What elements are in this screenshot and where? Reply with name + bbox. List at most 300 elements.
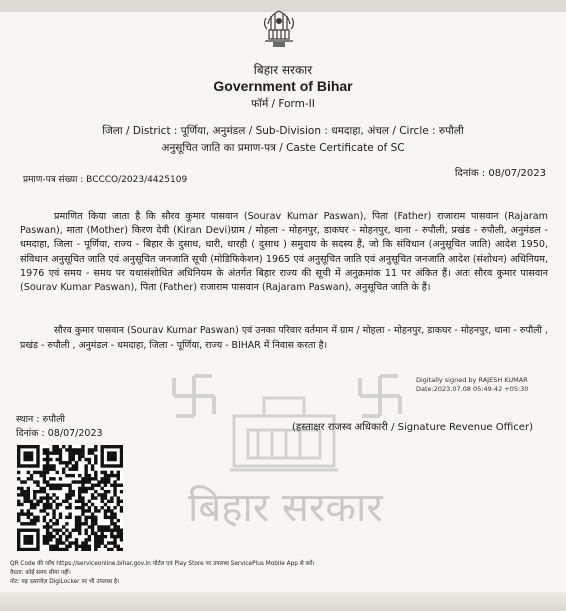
qr-module xyxy=(81,503,84,506)
qr-module xyxy=(94,519,97,522)
digital-signature-block xyxy=(416,376,528,393)
qr-module xyxy=(20,503,23,506)
qr-module xyxy=(81,455,84,458)
qr-module xyxy=(78,529,81,532)
qr-module xyxy=(23,535,26,538)
qr-module xyxy=(113,535,116,538)
qr-module xyxy=(101,461,104,464)
qr-module xyxy=(84,480,87,483)
qr-module xyxy=(88,525,91,528)
qr-module xyxy=(62,532,65,535)
qr-module xyxy=(107,506,110,509)
qr-module xyxy=(120,464,123,467)
qr-module xyxy=(36,545,39,548)
qr-module xyxy=(81,522,84,525)
qr-module xyxy=(46,541,49,544)
qr-module xyxy=(117,548,120,551)
qr-module xyxy=(113,484,116,487)
qr-module xyxy=(104,477,107,480)
qr-module xyxy=(43,471,46,474)
qr-module xyxy=(39,500,42,503)
qr-module xyxy=(101,451,104,454)
qr-module xyxy=(36,471,39,474)
qr-module xyxy=(94,448,97,451)
qr-module xyxy=(49,519,52,522)
qr-module xyxy=(36,455,39,458)
qr-module xyxy=(23,464,26,467)
qr-module xyxy=(56,506,59,509)
qr-module xyxy=(46,467,49,470)
qr-module xyxy=(27,458,30,461)
qr-module xyxy=(101,464,104,467)
qr-module xyxy=(20,548,23,551)
qr-module xyxy=(107,474,110,477)
qr-module xyxy=(49,532,52,535)
qr-module xyxy=(113,545,116,548)
qr-module xyxy=(43,509,46,512)
qr-module xyxy=(88,516,91,519)
qr-module xyxy=(110,464,113,467)
qr-module xyxy=(110,445,113,448)
qr-module xyxy=(39,471,42,474)
qr-module xyxy=(88,535,91,538)
qr-module xyxy=(68,493,71,496)
qr-module xyxy=(30,445,33,448)
qr-module xyxy=(94,516,97,519)
qr-module xyxy=(68,535,71,538)
qr-module xyxy=(88,538,91,541)
qr-module xyxy=(88,545,91,548)
qr-module xyxy=(17,538,20,541)
qr-module xyxy=(56,538,59,541)
qr-module xyxy=(17,535,20,538)
certificate-body-paragraph-2 xyxy=(20,324,548,353)
qr-module xyxy=(84,532,87,535)
qr-module xyxy=(104,445,107,448)
qr-module xyxy=(46,458,49,461)
qr-module xyxy=(91,522,94,525)
qr-module xyxy=(113,516,116,519)
qr-module xyxy=(20,493,23,496)
qr-module xyxy=(17,445,20,448)
qr-module xyxy=(84,541,87,544)
qr-module xyxy=(65,464,68,467)
qr-module xyxy=(101,480,104,483)
qr-module xyxy=(30,500,33,503)
qr-module xyxy=(97,535,100,538)
qr-module xyxy=(17,519,20,522)
qr-module xyxy=(46,448,49,451)
qr-module xyxy=(101,529,104,532)
qr-module xyxy=(20,445,23,448)
qr-module xyxy=(78,525,81,528)
qr-module xyxy=(65,484,68,487)
qr-module xyxy=(59,448,62,451)
certificate-body-paragraph-1 xyxy=(20,210,548,295)
qr-module xyxy=(33,506,36,509)
qr-module xyxy=(81,487,84,490)
qr-module xyxy=(110,484,113,487)
qr-module xyxy=(78,522,81,525)
qr-module xyxy=(27,538,30,541)
qr-module xyxy=(23,538,26,541)
qr-module xyxy=(78,487,81,490)
qr-module xyxy=(36,529,39,532)
qr-module xyxy=(65,545,68,548)
qr-module xyxy=(101,532,104,535)
paragraph-1-text: प्रमाणित किया जाता है कि सौरव कुमार पासवान (Sourav Kumar Paswan), पिता (Father) राजाराम पासवान (Rajaram Paswan), माता (Mother) किरण देवी (Kiran Devi)ग्राम / मोहला - मोहनपुर, डाकघर - मोहनपुर, थाना - रुपौली, प्रखंड - रुपौली, अनुमंडल - धमदाहा, जिला - पूर्णिया, राज्य - बिहार के दुसाध, धारी, धारही ( दुसाध ) समुदाय के सदस्य हैं, जो कि संविधान (अनुसूचित जाति) आदेश 1950, संविधान अनुसूचित जाति एवं अनुसूचित जनजाति सूची (मोडिफिकेशन) 1965 एवं अनुसूचित जाति एवं अनुसूचित जनजाति आदेश (संशोधन) अधिनियम, 1976 एवं समय - समय पर यथासंशोधित अधिनियम के अंतर्गत बिहार राज्य की सूची में अनुक्रमांक 11 पर अंकित हैं। अतः सौरव कुमार पासवान (Sourav Kumar Paswan), पिता (Father) राजाराम पासवान (Rajaram Paswan), अनुसूचित जाति के हैं। xyxy=(20,211,548,294)
qr-module xyxy=(110,516,113,519)
qr-module xyxy=(43,480,46,483)
watermark-text: बिहार सरकार xyxy=(188,485,383,531)
qr-module xyxy=(52,467,55,470)
qr-module xyxy=(97,529,100,532)
qr-module xyxy=(78,500,81,503)
qr-module xyxy=(56,545,59,548)
qr-module xyxy=(113,490,116,493)
qr-module xyxy=(110,512,113,515)
qr-module xyxy=(94,477,97,480)
qr-module xyxy=(68,484,71,487)
qr-module xyxy=(17,458,20,461)
qr-module xyxy=(94,445,97,448)
qr-module xyxy=(20,490,23,493)
qr-module xyxy=(97,545,100,548)
qr-module xyxy=(120,484,123,487)
qr-module xyxy=(107,541,110,544)
qr-module xyxy=(56,458,59,461)
qr-module xyxy=(117,503,120,506)
qr-module xyxy=(104,545,107,548)
qr-module xyxy=(113,464,116,467)
qr-module xyxy=(75,448,78,451)
qr-module xyxy=(56,541,59,544)
qr-module xyxy=(30,535,33,538)
qr-module xyxy=(27,477,30,480)
qr-module xyxy=(117,545,120,548)
qr-module xyxy=(75,525,78,528)
qr-module xyxy=(59,538,62,541)
qr-module xyxy=(78,519,81,522)
qr-module xyxy=(84,487,87,490)
qr-module xyxy=(88,506,91,509)
qr-module xyxy=(23,490,26,493)
qr-module xyxy=(46,451,49,454)
qr-module xyxy=(101,455,104,458)
qr-module xyxy=(75,529,78,532)
qr-module xyxy=(97,538,100,541)
qr-module xyxy=(27,509,30,512)
qr-module xyxy=(65,538,68,541)
qr-module xyxy=(46,496,49,499)
qr-module xyxy=(46,464,49,467)
qr-module xyxy=(68,506,71,509)
qr-module xyxy=(110,451,113,454)
qr-module xyxy=(97,541,100,544)
paragraph-2-text: सौरव कुमार पासवान (Sourav Kumar Paswan) एवं उनका परिवार वर्तमान में ग्राम / मोहला - मोहनपुर, डाकघर - मोहनपुर, थाना - रुपौली , प्रखंड - रुपौली , अनुमंडल - धमदाहा, जिला - पूर्णिया, राज्य - BIHAR में निवास करता है। xyxy=(20,325,548,351)
qr-module xyxy=(120,529,123,532)
qr-module xyxy=(36,532,39,535)
qr-module xyxy=(36,538,39,541)
qr-module xyxy=(27,493,30,496)
qr-module xyxy=(46,532,49,535)
qr-module xyxy=(52,451,55,454)
qr-module xyxy=(94,455,97,458)
qr-module xyxy=(110,458,113,461)
qr-module xyxy=(75,522,78,525)
qr-module xyxy=(30,529,33,532)
qr-module xyxy=(120,458,123,461)
qr-module xyxy=(39,509,42,512)
qr-module xyxy=(94,535,97,538)
qr-module xyxy=(52,445,55,448)
qr-module xyxy=(46,493,49,496)
place-label: स्थान : रुपौली xyxy=(16,414,65,425)
qr-module xyxy=(78,516,81,519)
qr-module xyxy=(84,545,87,548)
qr-module xyxy=(75,461,78,464)
qr-module xyxy=(113,529,116,532)
qr-module xyxy=(17,455,20,458)
qr-module xyxy=(33,464,36,467)
qr-module xyxy=(52,493,55,496)
qr-module xyxy=(62,525,65,528)
qr-module xyxy=(27,487,30,490)
jurisdiction-line: जिला / District : पूर्णिया, अनुमंडल / Sub-Division : धमदाहा, अंचल / Circle : रुपौली xyxy=(102,125,464,137)
qr-module xyxy=(88,461,91,464)
qr-module xyxy=(46,538,49,541)
qr-module xyxy=(65,448,68,451)
qr-module xyxy=(65,516,68,519)
qr-module xyxy=(23,541,26,544)
qr-module xyxy=(101,471,104,474)
qr-module xyxy=(94,548,97,551)
qr-module xyxy=(84,529,87,532)
qr-module xyxy=(33,519,36,522)
qr-module xyxy=(23,548,26,551)
qr-module xyxy=(84,548,87,551)
qr-module xyxy=(49,535,52,538)
qr-module xyxy=(43,519,46,522)
qr-module xyxy=(78,545,81,548)
qr-module xyxy=(59,451,62,454)
qr-module xyxy=(113,451,116,454)
qr-module xyxy=(88,451,91,454)
qr-module xyxy=(84,522,87,525)
qr-module xyxy=(72,458,75,461)
qr-module xyxy=(72,467,75,470)
qr-module xyxy=(91,525,94,528)
qr-code[interactable] xyxy=(17,445,123,551)
qr-module xyxy=(27,529,30,532)
qr-module xyxy=(88,509,91,512)
qr-module xyxy=(33,471,36,474)
qr-module xyxy=(104,471,107,474)
qr-module xyxy=(43,467,46,470)
qr-module xyxy=(20,522,23,525)
qr-module xyxy=(117,464,120,467)
qr-module xyxy=(120,490,123,493)
qr-module xyxy=(117,525,120,528)
qr-module xyxy=(56,496,59,499)
qr-module xyxy=(104,516,107,519)
qr-module xyxy=(56,548,59,551)
qr-module xyxy=(17,451,20,454)
qr-module xyxy=(94,461,97,464)
qr-module xyxy=(27,512,30,515)
qr-module xyxy=(91,493,94,496)
qr-module xyxy=(36,548,39,551)
qr-module xyxy=(36,461,39,464)
qr-module xyxy=(68,448,71,451)
qr-module xyxy=(20,480,23,483)
qr-module xyxy=(59,548,62,551)
qr-module xyxy=(97,493,100,496)
qr-module xyxy=(27,496,30,499)
qr-module xyxy=(84,519,87,522)
qr-module xyxy=(81,484,84,487)
qr-module xyxy=(17,512,20,515)
qr-module xyxy=(113,480,116,483)
qr-module xyxy=(43,535,46,538)
qr-module xyxy=(78,451,81,454)
qr-module xyxy=(81,500,84,503)
qr-module xyxy=(110,522,113,525)
qr-module xyxy=(84,509,87,512)
qr-module xyxy=(30,474,33,477)
qr-module xyxy=(49,496,52,499)
qr-module xyxy=(117,500,120,503)
qr-module xyxy=(107,445,110,448)
qr-module xyxy=(68,445,71,448)
qr-module xyxy=(62,445,65,448)
qr-module xyxy=(33,490,36,493)
qr-module xyxy=(72,464,75,467)
qr-module xyxy=(88,458,91,461)
footer-line-1: QR Code की जाँच https://serviceonline.bihar.gov.in पोर्टल एवं Play Store पर उपलब्ध ServicePlus Mobile App से करें। xyxy=(10,561,315,567)
qr-module xyxy=(27,471,30,474)
qr-module xyxy=(107,500,110,503)
qr-module xyxy=(52,535,55,538)
qr-module xyxy=(17,500,20,503)
qr-module xyxy=(36,516,39,519)
qr-module xyxy=(84,464,87,467)
qr-module xyxy=(113,506,116,509)
qr-module xyxy=(91,477,94,480)
qr-module xyxy=(104,474,107,477)
qr-module xyxy=(107,451,110,454)
qr-module xyxy=(72,541,75,544)
qr-module xyxy=(30,464,33,467)
qr-module xyxy=(27,500,30,503)
qr-module xyxy=(36,503,39,506)
qr-module xyxy=(94,532,97,535)
qr-module xyxy=(65,461,68,464)
qr-module xyxy=(56,445,59,448)
qr-module xyxy=(110,471,113,474)
qr-module xyxy=(107,529,110,532)
qr-module xyxy=(84,474,87,477)
qr-module xyxy=(27,455,30,458)
qr-module xyxy=(36,458,39,461)
qr-module xyxy=(81,512,84,515)
qr-module xyxy=(104,535,107,538)
qr-module xyxy=(27,548,30,551)
certificate-title: अनुसूचित जाति का प्रमाण-पत्र / Caste Certificate of SC xyxy=(161,142,405,154)
qr-module xyxy=(20,464,23,467)
qr-module xyxy=(59,516,62,519)
qr-module xyxy=(65,535,68,538)
qr-module xyxy=(43,474,46,477)
qr-module xyxy=(56,487,59,490)
qr-module xyxy=(107,548,110,551)
qr-module xyxy=(78,506,81,509)
qr-module xyxy=(101,500,104,503)
qr-module xyxy=(88,480,91,483)
qr-module xyxy=(75,538,78,541)
qr-module xyxy=(78,496,81,499)
qr-module xyxy=(39,490,42,493)
qr-module xyxy=(104,525,107,528)
qr-module xyxy=(52,529,55,532)
qr-module xyxy=(81,480,84,483)
qr-module xyxy=(30,538,33,541)
qr-module xyxy=(110,535,113,538)
qr-module xyxy=(117,529,120,532)
qr-module xyxy=(30,506,33,509)
qr-module xyxy=(43,496,46,499)
qr-module xyxy=(91,516,94,519)
qr-module xyxy=(81,448,84,451)
qr-module xyxy=(72,480,75,483)
qr-module xyxy=(110,500,113,503)
qr-module xyxy=(43,506,46,509)
qr-module xyxy=(113,445,116,448)
qr-module xyxy=(78,458,81,461)
footer-line-2: वैधता: कोई समय सीमा नहीं। xyxy=(10,570,71,576)
state-title-hindi: बिहार सरकार xyxy=(253,63,313,77)
qr-module xyxy=(36,445,39,448)
qr-module xyxy=(36,451,39,454)
qr-module xyxy=(107,516,110,519)
qr-module xyxy=(27,451,30,454)
qr-module xyxy=(120,509,123,512)
qr-module xyxy=(56,451,59,454)
government-title: Government of Bihar xyxy=(213,78,353,94)
qr-module xyxy=(101,541,104,544)
qr-module xyxy=(17,464,20,467)
qr-module xyxy=(59,487,62,490)
qr-module xyxy=(81,496,84,499)
qr-module xyxy=(91,484,94,487)
qr-module xyxy=(23,500,26,503)
qr-module xyxy=(59,503,62,506)
qr-module xyxy=(88,500,91,503)
qr-module xyxy=(49,506,52,509)
qr-module xyxy=(68,541,71,544)
qr-module xyxy=(120,548,123,551)
qr-module xyxy=(27,522,30,525)
qr-module xyxy=(68,458,71,461)
qr-module xyxy=(27,445,30,448)
certificate-number: प्रमाण-पत्र संख्या : BCCCO/2023/4425109 xyxy=(23,175,188,185)
qr-module xyxy=(49,464,52,467)
qr-module xyxy=(107,458,110,461)
qr-module xyxy=(33,445,36,448)
qr-module xyxy=(78,448,81,451)
qr-module xyxy=(17,516,20,519)
qr-module xyxy=(113,525,116,528)
